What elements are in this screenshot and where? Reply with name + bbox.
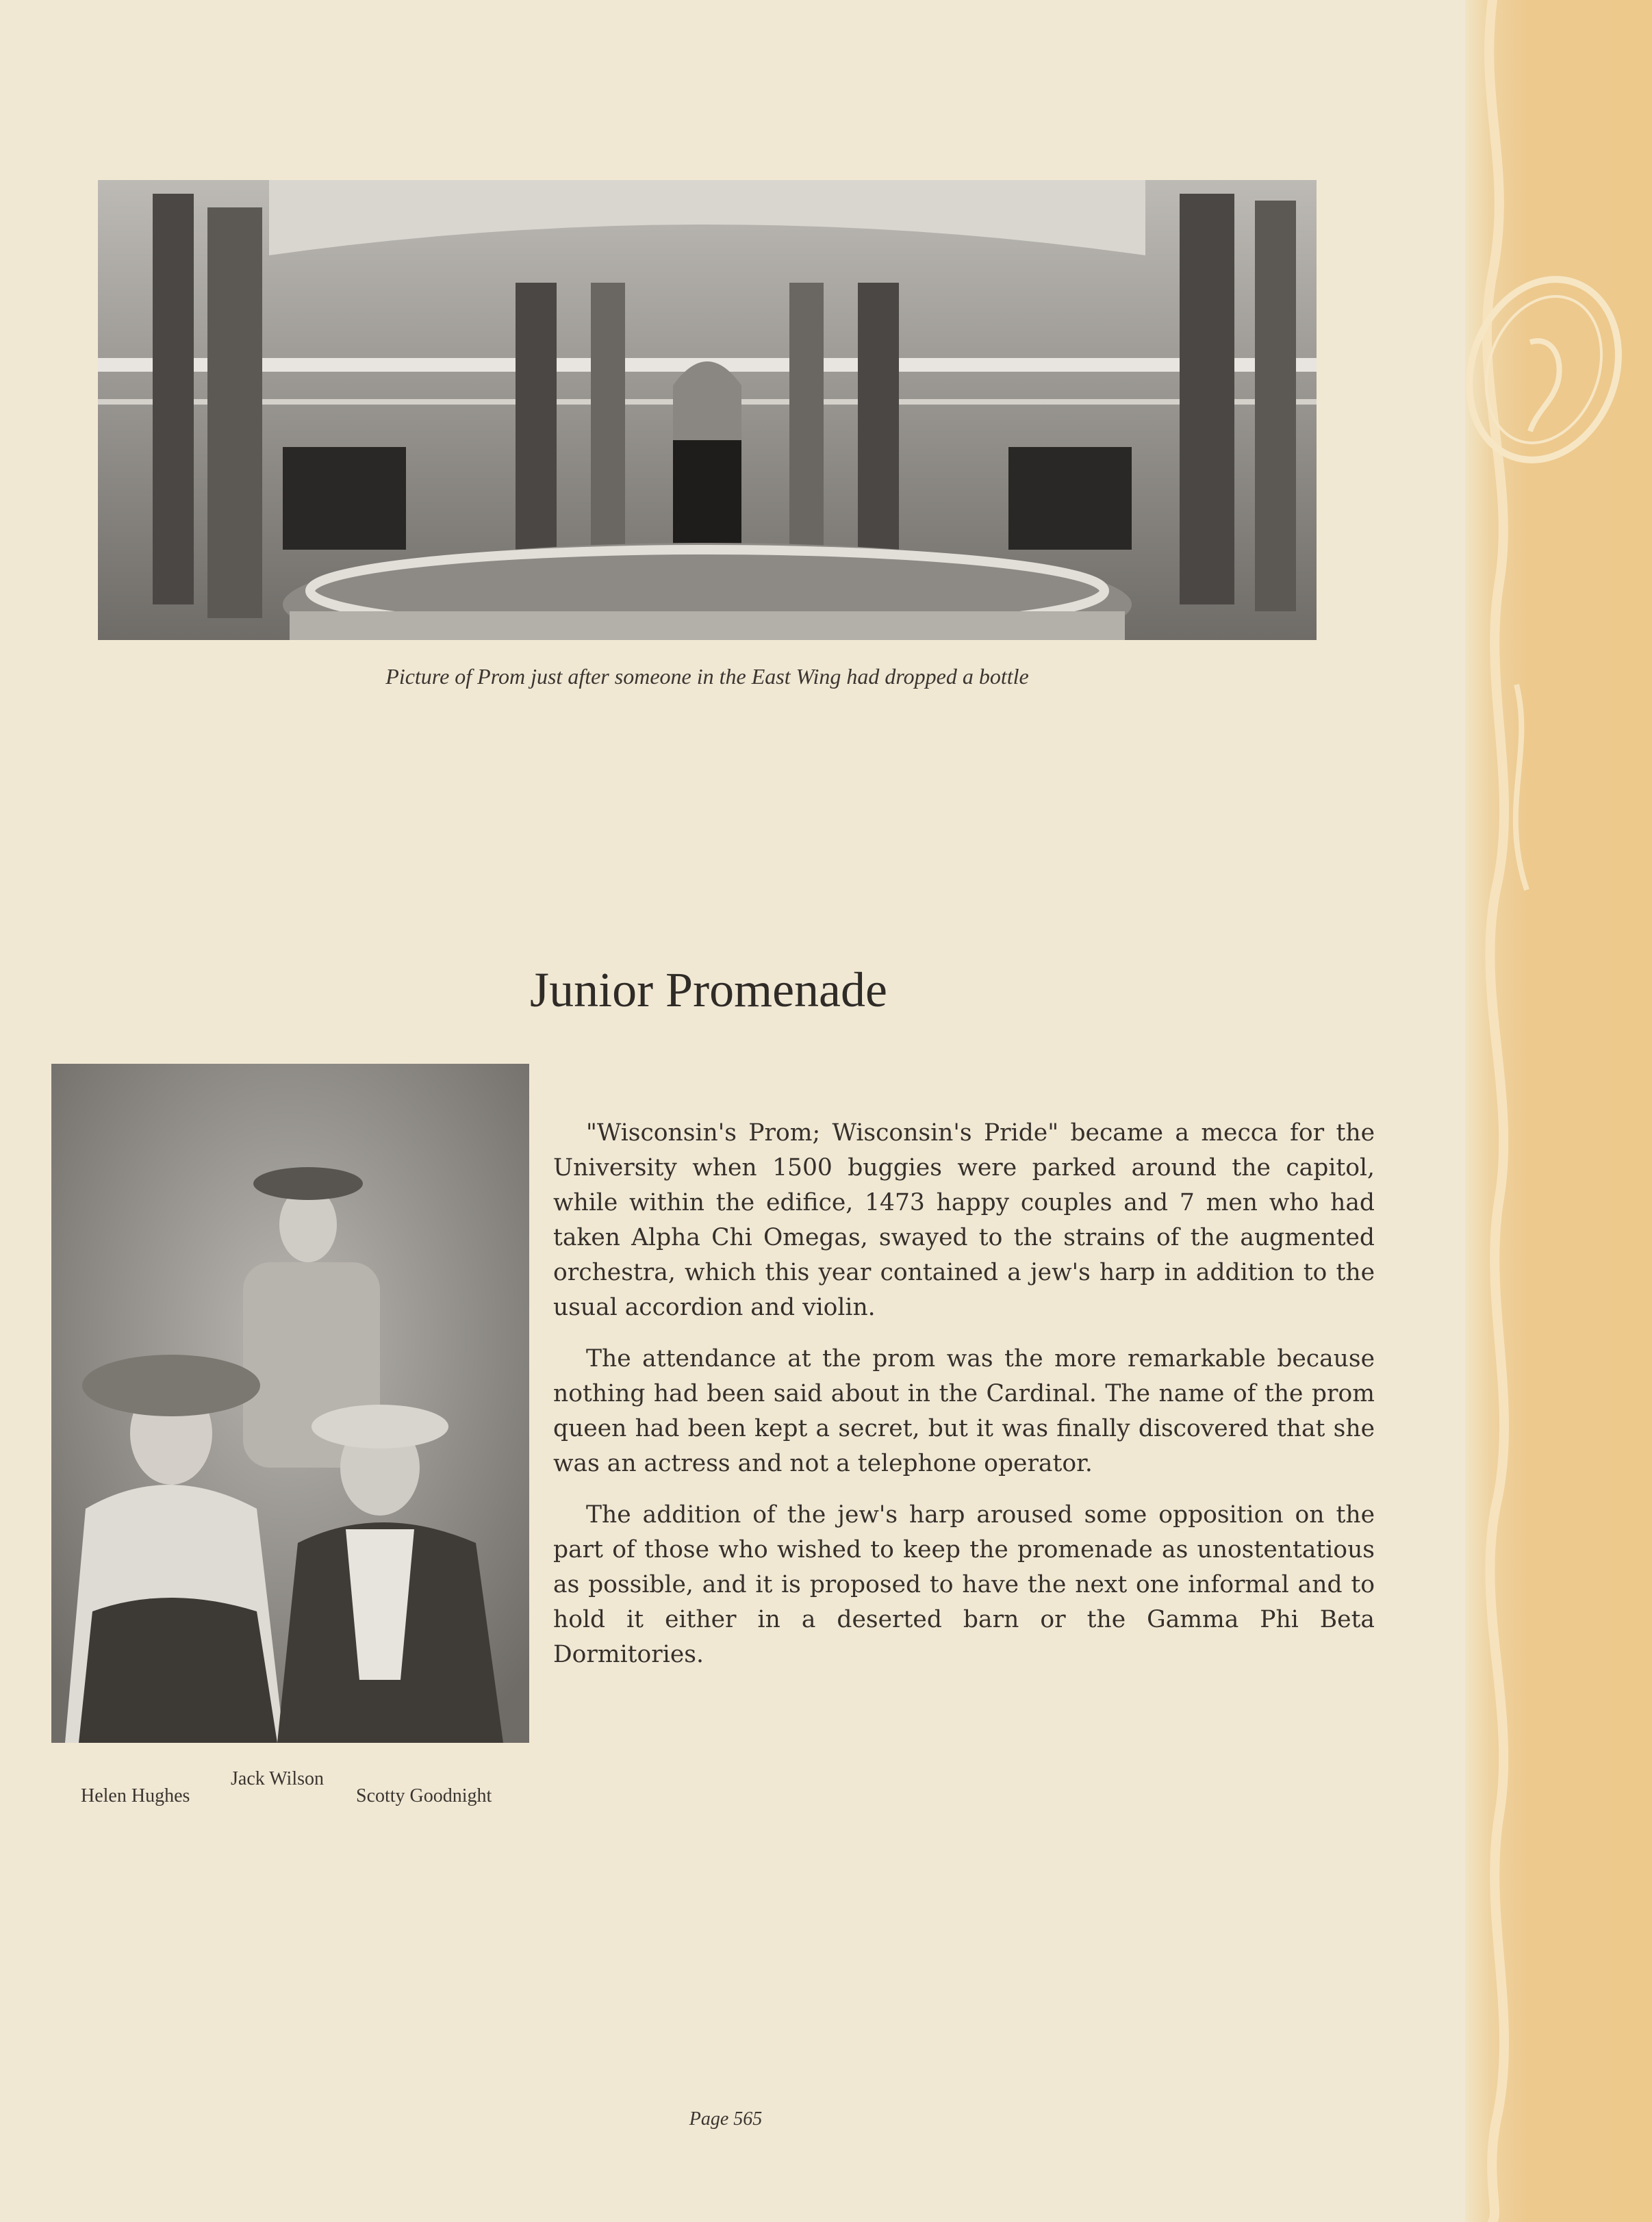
caption-name-right: Scotty Goodnight (356, 1785, 492, 1806)
article-body (553, 1116, 1375, 1689)
caption-name-left: Helen Hughes (81, 1785, 190, 1806)
photo-caption: Picture of Prom just after someone in the East Wing had dropped a bottle (385, 664, 1029, 689)
paragraph: The attendance at the prom was the more remarkable because nothing had been said about in the Cardinal. The name of the prom queen had been kept a secret, but it was finally discovered that she was an actress and not a telephone operator. (553, 1345, 1375, 1477)
stamp-watermark-icon (1448, 260, 1633, 513)
page-number: Page 565 (689, 2108, 763, 2130)
rotunda-photograph (98, 180, 1317, 640)
page-title: Junior Promenade (530, 962, 887, 1017)
portrait-photograph (51, 1064, 529, 1743)
caption-name-center: Jack Wilson (231, 1768, 325, 1789)
paragraph: "Wisconsin's Prom; Wisconsin's Pride" became a mecca for the University when 1500 buggies were parked around the capitol, while within the edifice, 1473 happy couples and 7 men who had taken Alpha Chi Omegas, swayed to the strains of the augmented orchestra, which this year contained a jew's harp in addition to the usual accordion and violin. (553, 1119, 1375, 1321)
paragraph: The addition of the jew's harp aroused some opposition on the part of those who wished to keep the promenade as unostentatious as possible, and it is proposed to have the next one informal and to hold it either in a deserted barn or the Gamma Phi Beta Dormitories. (553, 1501, 1375, 1668)
